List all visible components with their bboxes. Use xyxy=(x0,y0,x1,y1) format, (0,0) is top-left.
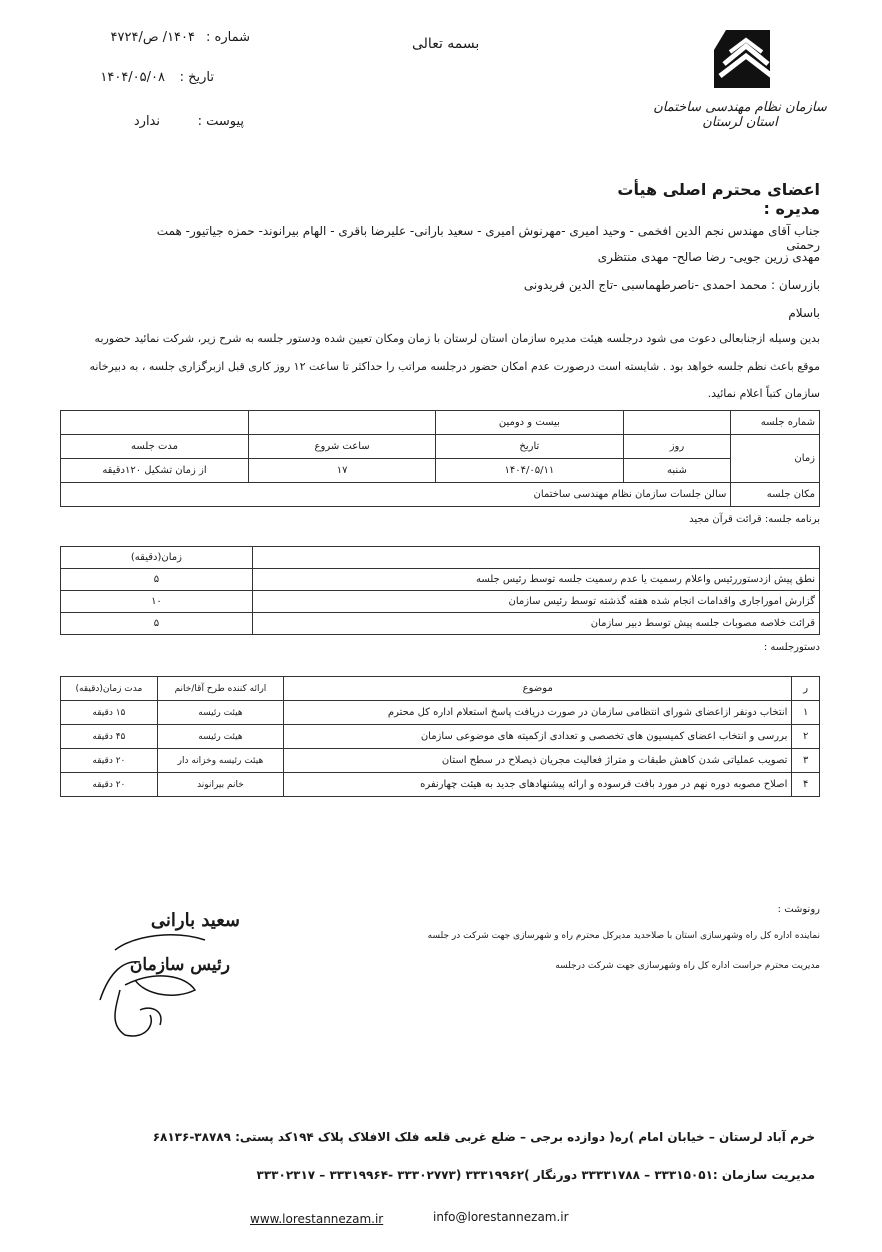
agenda-presenter: هیئت رئیسه xyxy=(157,701,283,725)
meeting-row-location xyxy=(61,483,820,507)
agenda-presenter: هیئت رئیسه وخزانه دار xyxy=(157,749,283,773)
program-time: ۵ xyxy=(61,613,253,635)
meeting-row-session xyxy=(61,411,820,435)
letter-number-value: ۱۴۰۴/ ص/۴۷۲۴ xyxy=(110,30,195,45)
program-item: نطق پیش ازدستوررئیس واعلام رسمیت یا عدم رسمیت جلسه توسط رئیس جلسه xyxy=(252,569,819,591)
duration-label: مدت جلسه xyxy=(61,435,249,459)
letter-date-value: ۱۴۰۴/۰۵/۰۸ xyxy=(100,70,165,85)
meeting-info-table xyxy=(60,410,820,507)
program-header-row xyxy=(61,547,820,569)
letter-body-line-1: بدین وسیله ازجنابعالی دعوت می شود درجلسه هیئت مدیره سازمان استان لرستان با زمان ومکان تعیین شده ودستور جلسه به شرح زیر، شرکت نمائید حضوربه xyxy=(94,332,820,345)
footer-email-link[interactable]: info@lorestannezam.ir xyxy=(433,1210,569,1224)
agenda-col-presenter: ارائه کننده طرح آقا/خانم xyxy=(157,677,283,701)
agenda-col-number: ر xyxy=(792,677,820,701)
recipients-line-1: جناب آقای مهندس نجم الدین افخمی - وحید امیری -مهرنوش امیری - سعید بارانی- علیرضا باقری - الهام بیرانوند- حمزه جیاتیور- همت رحمتی xyxy=(156,224,820,252)
session-number-label: شماره جلسه xyxy=(731,411,820,435)
agenda-number: ۳ xyxy=(792,749,820,773)
agenda-topic: انتخاب دونفر ازاعضای شورای انتظامی سازمان در صورت دریافت پاسخ استعلام اداره کل محترم xyxy=(284,701,792,725)
location-value: سالن جلسات سازمان نظام مهندسی ساختمان xyxy=(61,483,731,507)
program-time: ۵ xyxy=(61,569,253,591)
table-row xyxy=(61,749,820,773)
recipients-line-2: مهدی زرین جویی- رضا صالح- مهدی منتظری xyxy=(597,250,820,264)
greeting: باسلام xyxy=(788,306,820,320)
location-label: مکان جلسه xyxy=(731,483,820,507)
agenda-header-row xyxy=(61,677,820,701)
footer-phones: مدیریت سازمان :۳۳۳۱۵۰۵۱ – ۳۳۳۳۱۷۸۸ دورنگار )۳۳۳۱۹۹۶۲ (۳۳۳۰۲۷۷۳ -۳۳۳۱۹۹۶۴ – ۳۳۳۰۲۳۱۷ xyxy=(256,1168,815,1182)
agenda-label: دستورجلسه : xyxy=(763,642,820,653)
letter-attachment-value: ندارد xyxy=(133,114,160,129)
handwritten-signature xyxy=(95,930,235,1045)
cc-line-1: نماینده اداره کل راه وشهرسازی استان با صلاحدید مدیرکل محترم راه و شهرسازی جهت شرکت در جلسه xyxy=(427,931,820,941)
letter-heading: اعضای محترم اصلی هیأت مدیره : xyxy=(617,180,820,218)
day-label: روز xyxy=(623,435,731,459)
agenda-topic: اصلاح مصوبه دوره نهم در مورد بافت فرسوده و ارائه پیشنهادهای جدید به هیئت چهارنفره xyxy=(284,773,792,797)
table-row xyxy=(61,773,820,797)
letter-body-line-3: سازمان کتباً اعلام نمائید. xyxy=(707,387,820,400)
program-item: قرائت خلاصه مصوبات جلسه پیش توسط دبیر سازمان xyxy=(252,613,819,635)
bismillah: بسمه تعالی xyxy=(412,36,480,52)
table-row xyxy=(61,591,820,613)
letter-date-label: تاریخ : xyxy=(179,70,214,85)
program-time-header: زمان(دقیقه) xyxy=(61,547,253,569)
agenda-number: ۴ xyxy=(792,773,820,797)
meeting-row-headers xyxy=(61,435,820,459)
agenda-presenter: خانم بیرانوند xyxy=(157,773,283,797)
program-item: گزارش اموراجاری واقدامات انجام شده هفته گذشته توسط رئیس سازمان xyxy=(252,591,819,613)
agenda-topic: بررسی و انتخاب اعضای کمیسیون های تخصصی و تعدادی ازکمیته های موضوعی سازمان xyxy=(284,725,792,749)
cc-label: رونوشت : xyxy=(777,904,820,915)
day-value: شنبه xyxy=(623,459,731,483)
letter-number-label: شماره : xyxy=(206,30,250,45)
letter-attachment-label: پیوست : xyxy=(197,114,244,129)
meeting-row-values xyxy=(61,459,820,483)
logo-icon xyxy=(700,26,790,96)
agenda-duration: ۴۵ دقیقه xyxy=(61,725,158,749)
inspectors-line: بازرسان : محمد احمدی -ناصرطهماسبی -تاج الدین فریدونی xyxy=(523,278,820,292)
program-table xyxy=(60,546,820,635)
agenda-duration: ۱۵ دقیقه xyxy=(61,701,158,725)
signatory-title: رئیس سازمان xyxy=(129,955,230,975)
program-label: برنامه جلسه: قرائت قرآن مجید xyxy=(689,514,820,525)
footer-website-link[interactable]: www.lorestannezam.ir xyxy=(250,1212,384,1226)
agenda-duration: ۲۰ دقیقه xyxy=(61,773,158,797)
table-row xyxy=(61,725,820,749)
table-row xyxy=(61,569,820,591)
duration-value: از زمان تشکیل ۱۲۰دقیقه xyxy=(61,459,249,483)
table-row xyxy=(61,701,820,725)
program-time: ۱۰ xyxy=(61,591,253,613)
letter-body-line-2: موقع باعث نظم جلسه خواهد بود . شایسته است درصورت عدم امکان حضور درجلسه مراتب را حداکثر تا ساعت ۱۲ روز کاری قبل ازبرگزاری جلسه ، به دبیرخانه xyxy=(89,360,820,373)
signatory-name: سعید بارانی xyxy=(150,910,240,931)
date-value: ۱۴۰۴/۰۵/۱۱ xyxy=(436,459,623,483)
agenda-col-duration: مدت زمان(دقیقه) xyxy=(61,677,158,701)
agenda-number: ۱ xyxy=(792,701,820,725)
agenda-duration: ۲۰ دقیقه xyxy=(61,749,158,773)
organization-logo xyxy=(700,26,790,96)
start-time-label: ساعت شروع xyxy=(248,435,435,459)
start-time-value: ۱۷ xyxy=(248,459,435,483)
agenda-col-topic: موضوع xyxy=(284,677,792,701)
agenda-topic: تصویب عملیاتی شدن کاهش طبقات و متراژ فعالیت مجریان ذیصلاح در سطح استان xyxy=(284,749,792,773)
footer-address: خرم آباد لرستان – خیابان امام )ره( دوازده برجی – ضلع غربی قلعه فلک الافلاک پلاک ۱۹۴کد پستی: ۳۸۷۸۹-۶۸۱۳۶ xyxy=(152,1130,815,1144)
agenda-presenter: هیئت رئیسه xyxy=(157,725,283,749)
agenda-table xyxy=(60,676,820,797)
session-number-value: بیست و دومین xyxy=(436,411,623,435)
agenda-number: ۲ xyxy=(792,725,820,749)
table-row xyxy=(61,613,820,635)
date-label: تاریخ xyxy=(436,435,623,459)
time-label: زمان xyxy=(731,435,820,483)
cc-line-2: مدیریت محترم حراست اداره کل راه وشهرسازی جهت شرکت درجلسه xyxy=(555,961,820,971)
organization-name: سازمان نظام مهندسی ساختمان استان لرستان xyxy=(653,100,827,130)
